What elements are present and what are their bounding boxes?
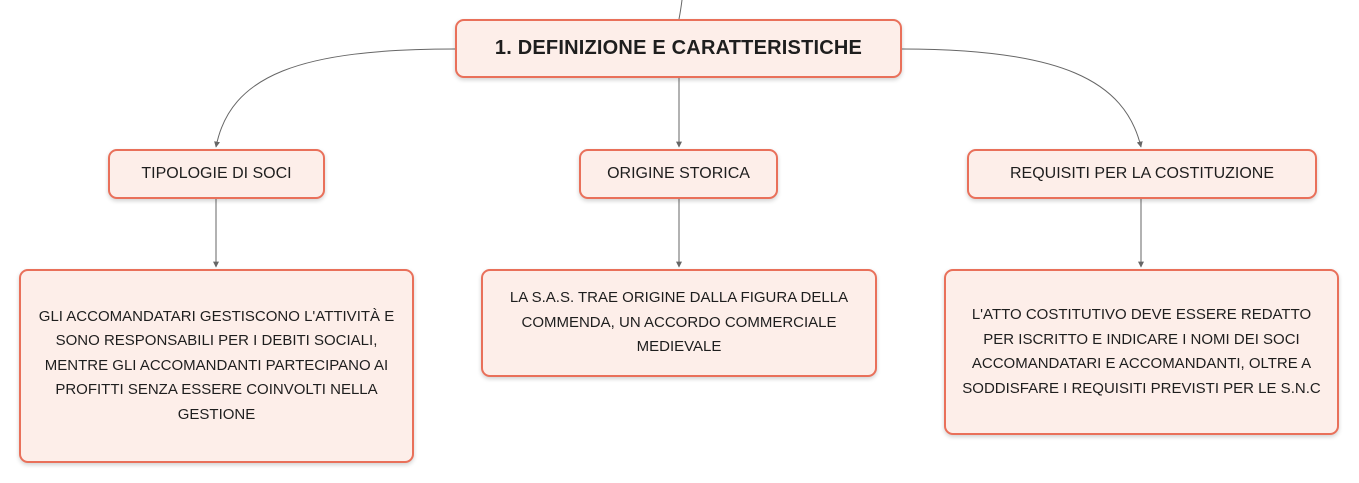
- connector-root-requisiti: [902, 49, 1141, 147]
- branch-label: TIPOLOGIE DI SOCI: [141, 165, 292, 182]
- connector-parent-root: [679, 0, 682, 19]
- detail-node-origine-storica[interactable]: [481, 269, 877, 377]
- root-topic-node[interactable]: [455, 19, 902, 78]
- connector-root-tipologie: [216, 49, 455, 147]
- detail-text: LA S.A.S. TRAE ORIGINE DALLA FIGURA DELLA COMMENDA, UN ACCORDO COMMERCIALE MEDIEVALE: [509, 289, 849, 356]
- branch-node-requisiti-costituzione[interactable]: [967, 149, 1317, 199]
- branch-label: REQUISITI PER LA COSTITUZIONE: [1009, 165, 1275, 182]
- detail-node-requisiti-costituzione[interactable]: [944, 269, 1339, 435]
- detail-text: L'ATTO COSTITUTIVO DEVE ESSERE REDATTO PER ISCRITTO E INDICARE I NOMI DEI SOCI ACCOMANDATARI E ACCOMANDANTI, OLTRE A SODDISFARE I REQUISITI PREVISTI PER LE S.N.C: [962, 306, 1321, 397]
- detail-text: GLI ACCOMANDATARI GESTISCONO L'ATTIVITÀ E SONO RESPONSABILI PER I DEBITI SOCIALI, MENTRE GLI ACCOMANDANTI PARTECIPANO AI PROFITTI SENZA ESSERE COINVOLTI NELLA GESTIONE: [38, 307, 395, 423]
- branch-node-origine-storica[interactable]: [579, 149, 778, 199]
- branch-node-tipologie-di-soci[interactable]: [108, 149, 325, 199]
- root-topic-label: 1. DEFINIZIONE E CARATTERISTICHE: [494, 37, 863, 59]
- detail-node-tipologie-di-soci[interactable]: [19, 269, 414, 463]
- branch-label: ORIGINE STORICA: [607, 165, 750, 182]
